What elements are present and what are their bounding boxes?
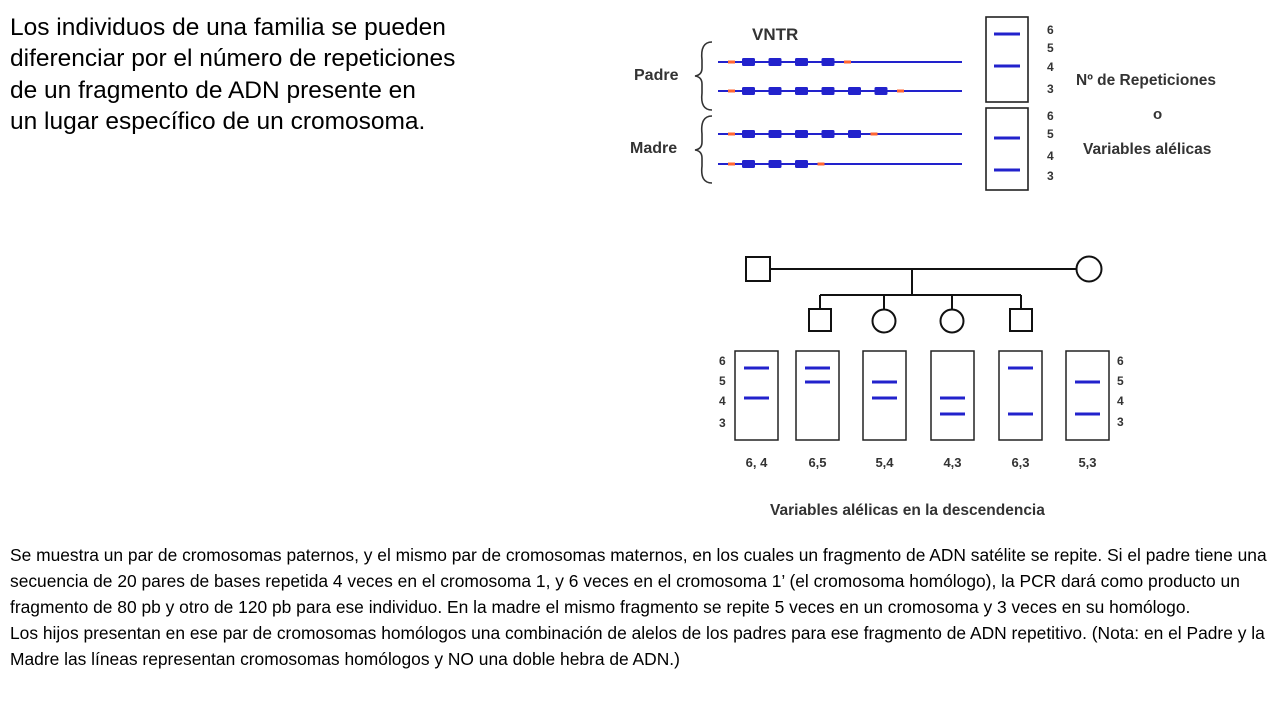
repeat-block [769, 160, 782, 168]
scale-5: 5 [1117, 374, 1124, 388]
intro-line: diferenciar por el número de repeticiones [10, 45, 456, 73]
child-female-symbol [873, 310, 896, 333]
repeat-block [848, 130, 861, 138]
repeat-block [822, 87, 835, 95]
scale-3: 3 [1117, 415, 1124, 429]
scale-4: 4 [1117, 394, 1124, 408]
repeat-block [822, 58, 835, 66]
legend-line-2: o [1153, 106, 1163, 123]
offspring-genotype-label: 6,5 [808, 455, 827, 470]
padre-brace [695, 42, 712, 110]
intro-line: un lugar específico de un cromosoma. [10, 108, 426, 136]
scale-4: 4 [1047, 149, 1054, 163]
scale-6: 6 [719, 354, 726, 368]
intro-line: Los individuos de una familia se pueden [10, 14, 446, 41]
father-symbol [746, 257, 770, 281]
repeat-block [769, 130, 782, 138]
repeat-block [848, 87, 861, 95]
flank-mark [897, 90, 904, 93]
repeat-block [795, 160, 808, 168]
child-male-symbol [1010, 309, 1032, 331]
repeat-block [742, 87, 755, 95]
offspring-genotype-label: 6, 4 [745, 455, 768, 470]
scale-4: 4 [719, 394, 726, 408]
caption-paragraph-1: Se muestra un par de cromosomas paternos, y el mismo par de cromosomas maternos, en los cuales un fragmento de ADN satélite se repite. Si el padre tiene una secuencia de 20 pares de bases repetida 4 veces en el cromosoma 1, y 6 veces en el cromosoma 1’ (el cromosoma homólogo), la PCR dará como producto un fragmento de 80 pb y otro de 120 pb para ese individuo. En la madre el mismo fragmento se repite 5 veces en un cromosoma y 3 veces en su homólogo. [10, 545, 1267, 617]
repeat-block [742, 58, 755, 66]
scale-3: 3 [1047, 169, 1054, 183]
vntr-label: VNTR [752, 25, 799, 44]
child-male-symbol [809, 309, 831, 331]
repeat-block [795, 58, 808, 66]
offspring-genotype-label: 6,3 [1011, 455, 1030, 470]
scale-3: 3 [719, 416, 726, 430]
flank-mark [728, 163, 735, 166]
flank-mark [728, 133, 735, 136]
madre-label: Madre [630, 140, 678, 157]
flank-mark [728, 61, 735, 64]
scale-5: 5 [1047, 41, 1054, 55]
mother-symbol [1077, 257, 1102, 282]
repeat-block [769, 87, 782, 95]
scale-5: 5 [719, 374, 726, 388]
flank-mark [728, 90, 735, 93]
repeat-block [795, 87, 808, 95]
scale-3: 3 [1047, 82, 1054, 96]
offspring-gel-box [999, 351, 1042, 440]
flank-mark [818, 163, 825, 166]
offspring-genotype-label: 5,4 [875, 455, 894, 470]
offspring-genotype-label: 4,3 [943, 455, 962, 470]
scale-5: 5 [1047, 127, 1054, 141]
legend-line-1: Nº de Repeticiones [1076, 72, 1217, 89]
scale-4: 4 [1047, 60, 1054, 74]
offspring-caption: Variables alélicas en la descendencia [770, 502, 1045, 519]
scale-6: 6 [1047, 109, 1054, 123]
repeat-block [742, 130, 755, 138]
legend-line-3: Variables alélicas [1083, 141, 1212, 158]
padre-gel-box [986, 17, 1028, 102]
offspring-gel-box [863, 351, 906, 440]
offspring-gel-box [796, 351, 839, 440]
padre-label: Padre [634, 67, 679, 84]
repeat-block [769, 58, 782, 66]
offspring-genotype-label: 5,3 [1078, 455, 1097, 470]
child-female-symbol [941, 310, 964, 333]
repeat-block [795, 130, 808, 138]
repeat-block [822, 130, 835, 138]
intro-line: de un fragmento de ADN presente en [10, 76, 416, 104]
offspring-gel-box [735, 351, 778, 440]
repeat-block [742, 160, 755, 168]
offspring-gel-box [931, 351, 974, 440]
madre-gel-box [986, 108, 1028, 190]
repeat-block [875, 87, 888, 95]
caption-paragraph-2: Los hijos presentan en ese par de cromosomas homólogos una combinación de alelos de los padres para ese fragmento de ADN repetitivo. (Nota: en el Padre y la Madre las líneas representan cromosomas homólogos y NO una doble hebra de ADN.) [10, 623, 1265, 669]
offspring-gel-box [1066, 351, 1109, 440]
scale-6: 6 [1047, 23, 1054, 37]
madre-brace [695, 116, 712, 183]
scale-6: 6 [1117, 354, 1124, 368]
flank-mark [844, 61, 851, 64]
flank-mark [871, 133, 878, 136]
caption [10, 542, 1272, 672]
